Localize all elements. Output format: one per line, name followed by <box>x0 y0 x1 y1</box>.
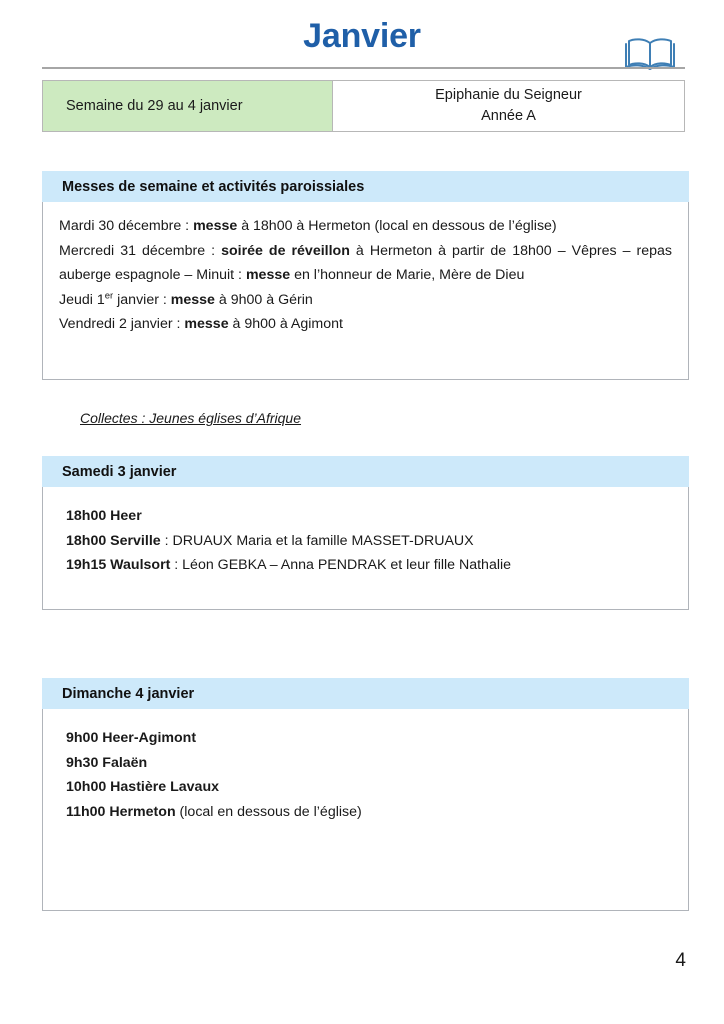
collecte-note: Collectes : Jeunes églises d’Afrique <box>80 410 302 426</box>
entry-line: Vendredi 2 janvier : messe à 9h00 à Agimont <box>59 316 343 332</box>
mass-line: 10h00 Hastière Lavaux <box>66 779 220 795</box>
mass-line: 19h15 Waulsort : Léon GEBKA – Anna PENDRAK et leur fille Nathalie <box>66 557 512 573</box>
section-saturday <box>42 456 689 610</box>
mass-line: 18h00 Heer <box>66 508 142 524</box>
section-weekday-masses <box>42 171 689 380</box>
week-range-cell: Semaine du 29 au 4 janvier <box>43 81 333 131</box>
feast-name: Epiphanie du Seigneur <box>435 87 582 103</box>
section-body-sunday <box>42 709 689 911</box>
page-title: Janvier <box>303 17 421 55</box>
mass-line: 9h00 Heer-Agimont <box>66 730 197 746</box>
section-sunday <box>42 678 689 911</box>
section-body-saturday <box>42 487 689 610</box>
entry-line: Jeudi 1er janvier : messe à 9h00 à Gérin <box>59 289 313 308</box>
feast-cell <box>333 81 684 131</box>
section-body-weekday <box>42 202 689 380</box>
page-number: 4 <box>675 950 686 971</box>
title-divider <box>42 67 685 69</box>
section-header-saturday: Samedi 3 janvier <box>42 456 689 487</box>
mass-line: 18h00 Serville : DRUAUX Maria et la famille MASSET-DRUAUX <box>66 532 474 549</box>
mass-line: 9h30 Falaën <box>66 754 148 771</box>
section-header-sunday: Dimanche 4 janvier <box>42 678 689 709</box>
week-header-table <box>42 80 685 132</box>
section-header-weekday: Messes de semaine et activités paroissiales <box>42 171 689 202</box>
entry-line: Mercredi 31 décembre : soirée de réveillon à Hermeton à partir de 18h00 – Vêpres – repas auberge espagnole – Minuit : messe en l’honneur de Marie, Mère de Dieu <box>59 242 672 283</box>
liturgical-year: Année A <box>481 108 536 124</box>
entry-line: Mardi 30 décembre : messe à 18h00 à Hermeton (local en dessous de l’église) <box>59 218 557 234</box>
title-row <box>0 14 724 62</box>
mass-line: 11h00 Hermeton (local en dessous de l’église) <box>66 803 362 820</box>
